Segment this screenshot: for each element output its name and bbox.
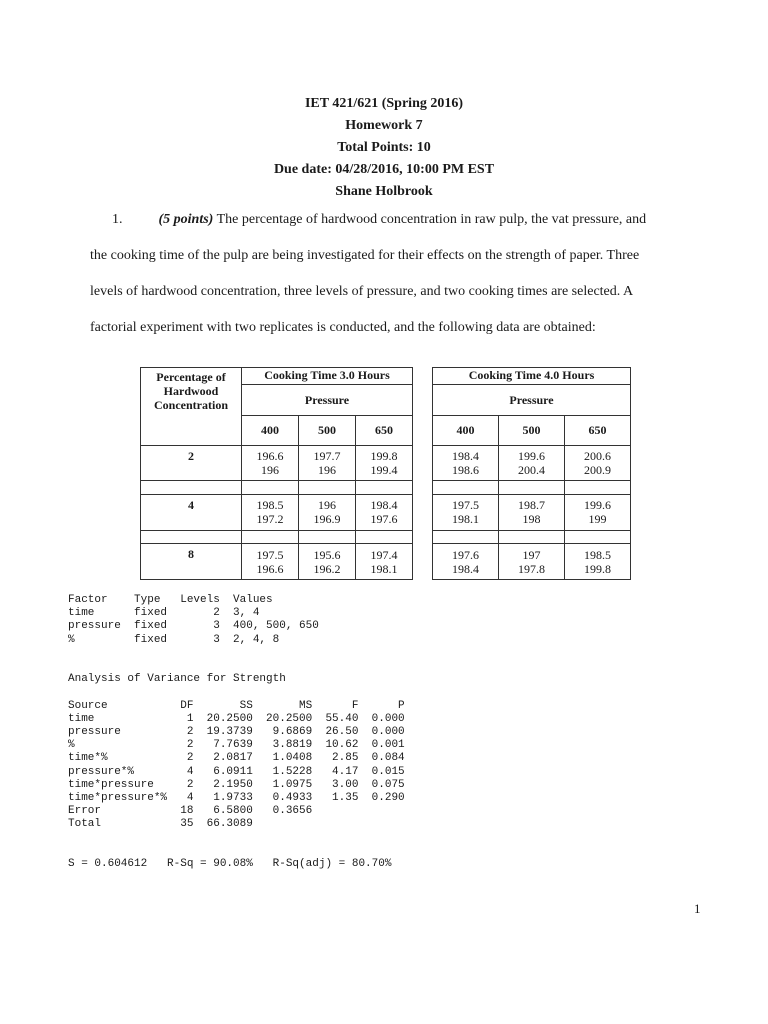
replicate-value: 198.6 (452, 462, 480, 477)
replicate-value: 199.6 (518, 448, 546, 463)
replicate-value: 197.5 (452, 498, 480, 513)
replicate-value: 197.2 (256, 512, 284, 527)
anova-row: time 1 20.2500 20.2500 55.40 0.000 (68, 712, 405, 725)
replicate-value: 197.7 (313, 448, 341, 463)
pressure-level: 500 (499, 416, 565, 445)
pressure-level: 650 (565, 416, 631, 445)
course-title: IET 421/621 (Spring 2016) (304, 96, 464, 111)
strength-cell (242, 494, 299, 530)
homework-title: Homework 7 (345, 118, 423, 133)
concentration-label: 8 (141, 544, 242, 580)
strength-cell (499, 445, 565, 481)
replicate-value: 199.6 (584, 498, 612, 513)
strength-cell (299, 544, 356, 580)
concentration-label: 4 (141, 494, 242, 530)
replicate-value: 198.7 (518, 498, 546, 513)
document-header (0, 93, 768, 203)
strength-cell (565, 494, 631, 530)
factor-row: % fixed 3 2, 4, 8 (68, 633, 280, 646)
replicate-value: 196.2 (313, 561, 341, 576)
strength-cell (356, 544, 413, 580)
strength-cell (433, 445, 499, 481)
replicate-value: 198.1 (452, 512, 480, 527)
factor-row: time fixed 2 3, 4 (68, 607, 260, 620)
anova-row: pressure*% 4 6.0911 1.5228 4.17 0.015 (68, 765, 405, 778)
concentration-row (141, 494, 631, 530)
strength-cell (242, 544, 299, 580)
author-name: Shane Holbrook (335, 184, 433, 199)
anova-row: Total 35 66.3089 (68, 818, 253, 831)
replicate-value: 196 (318, 462, 336, 477)
replicate-value: 198.4 (370, 498, 398, 513)
concentration-row (141, 544, 631, 580)
factor-header: Factor Type Levels Values (68, 594, 273, 606)
question-line-2: the cooking time of the pulp are being investigated for their effects on the strength of paper. Three (90, 248, 640, 263)
replicate-value: 197.6 (370, 512, 398, 527)
anova-row: time*pressure 2 2.1950 1.0975 3.00 0.075 (68, 778, 405, 791)
pressure-header-3: Pressure (242, 384, 413, 415)
question-line-1: The percentage of hardwood concentration in raw pulp, the vat pressure, and (213, 212, 647, 227)
strength-cell (242, 445, 299, 481)
concentration-label: 2 (141, 445, 242, 481)
replicate-value: 196.6 (256, 448, 284, 463)
replicate-value: 199.8 (584, 561, 612, 576)
replicate-value: 197.4 (370, 547, 398, 562)
replicate-value: 196 (318, 498, 336, 513)
replicate-value: 197 (522, 547, 541, 562)
anova-row: time*% 2 2.0817 1.0408 2.85 0.084 (68, 752, 405, 765)
replicate-value: 198.4 (452, 561, 480, 576)
question-line-3: levels of hardwood concentration, three levels of pressure, and two cooking times are selected. A (90, 284, 634, 299)
strength-cell (356, 494, 413, 530)
total-points: Total Points: 10 (337, 140, 431, 155)
pressure-level: 400 (242, 416, 299, 445)
strength-cell (499, 544, 565, 580)
replicate-value: 198.1 (370, 561, 398, 576)
strength-cell (433, 494, 499, 530)
concentration-row (141, 445, 631, 481)
anova-header: Source DF SS MS F P (68, 699, 405, 712)
replicate-value: 197.5 (256, 547, 284, 562)
replicate-value: 197.6 (452, 547, 480, 562)
replicate-value: 198 (522, 512, 541, 527)
question-number: 1. (112, 212, 123, 227)
minitab-output (68, 594, 405, 871)
pressure-level: 500 (299, 416, 356, 445)
anova-row: % 2 7.7639 3.8819 10.62 0.001 (68, 739, 405, 752)
replicate-value: 196 (261, 462, 279, 477)
anova-title: Analysis of Variance for Strength (68, 673, 286, 686)
replicate-value: 198.5 (584, 547, 612, 562)
cooking-time-3-header: Cooking Time 3.0 Hours (242, 368, 413, 385)
replicate-value: 199 (588, 512, 607, 527)
replicate-value: 196.6 (256, 561, 284, 576)
page-number: 1 (694, 901, 701, 916)
replicate-value: 195.6 (313, 547, 341, 562)
anova-row: pressure 2 19.3739 9.6869 26.50 0.000 (68, 726, 405, 739)
corner-header: Percentage of Hardwood Concentration (141, 368, 242, 446)
replicate-value: 200.4 (518, 462, 546, 477)
strength-cell (565, 544, 631, 580)
cooking-time-4-header: Cooking Time 4.0 Hours (433, 368, 631, 385)
replicate-value: 198.5 (256, 498, 284, 513)
strength-cell (499, 494, 565, 530)
strength-cell (356, 445, 413, 481)
pressure-header-4: Pressure (433, 384, 631, 415)
replicate-value: 200.6 (584, 448, 612, 463)
data-table (140, 367, 631, 580)
pressure-level: 650 (356, 416, 413, 445)
factor-row: pressure fixed 3 400, 500, 650 (68, 620, 319, 633)
replicate-value: 196.9 (313, 512, 341, 527)
replicate-value: 198.4 (452, 448, 480, 463)
replicate-value: 200.9 (584, 462, 612, 477)
strength-cell (299, 494, 356, 530)
model-summary: S = 0.604612 R-Sq = 90.08% R-Sq(adj) = 80.70% (68, 858, 392, 871)
replicate-value: 199.8 (370, 448, 398, 463)
strength-cell (565, 445, 631, 481)
anova-row: Error 18 6.5800 0.3656 (68, 805, 313, 818)
replicate-value: 197.8 (518, 561, 546, 576)
anova-row: time*pressure*% 4 1.9733 0.4933 1.35 0.290 (68, 792, 405, 805)
strength-cell (433, 544, 499, 580)
replicate-value: 199.4 (370, 462, 398, 477)
strength-cell (299, 445, 356, 481)
due-date: Due date: 04/28/2016, 10:00 PM EST (273, 162, 495, 177)
pressure-level: 400 (433, 416, 499, 445)
question-points: (5 points) (158, 212, 214, 227)
question-line-4: factorial experiment with two replicates is conducted, and the following data are obtained: (90, 320, 596, 335)
